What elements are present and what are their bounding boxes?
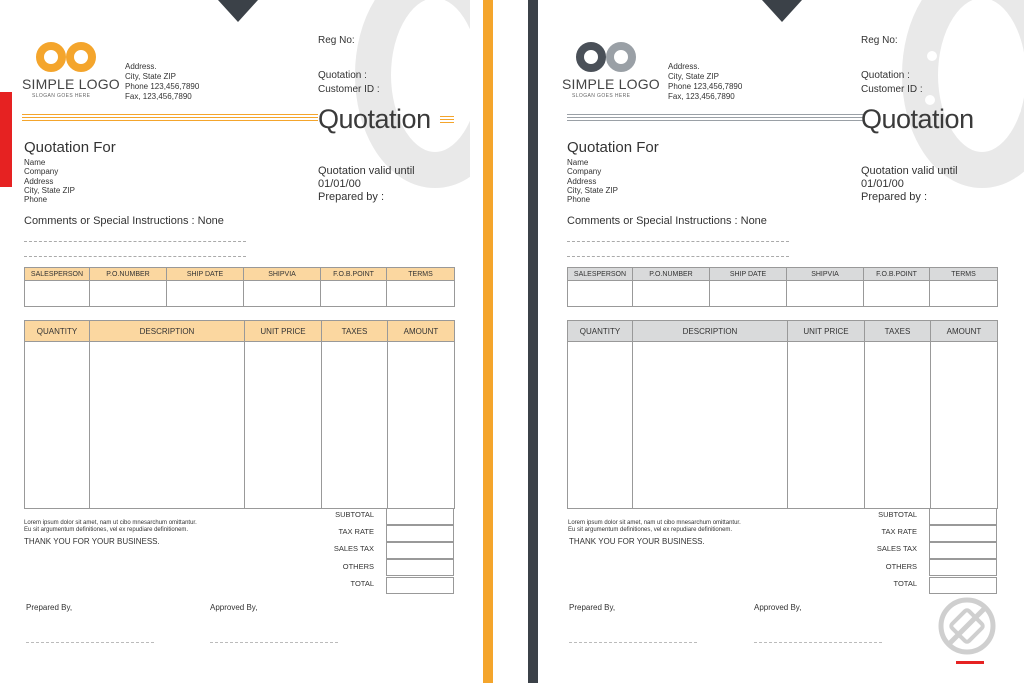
col-header: UNIT PRICE — [245, 321, 322, 342]
table-cell[interactable] — [321, 281, 387, 307]
col-header: TAXES — [322, 321, 388, 342]
prepared-by-label: Prepared by : — [861, 191, 928, 203]
prepared-by-signature-line[interactable] — [26, 642, 154, 643]
address-line: Fax, 123,456,7890 — [668, 92, 735, 101]
company-address — [125, 62, 199, 102]
lorem-line: Lorem ipsum dolor sit amet, nam ut cibo mnesarchum omittantur. — [568, 520, 741, 526]
document-title: Quotation — [318, 104, 431, 134]
col-header: P.O.NUMBER — [90, 268, 167, 281]
col-header: DESCRIPTION — [633, 321, 788, 342]
infinity-logo-icon — [34, 40, 98, 74]
title-rule — [440, 116, 454, 126]
address-line: Fax, 123,456,7890 — [125, 92, 192, 101]
col-header: P.O.NUMBER — [633, 268, 710, 281]
subtotal-field[interactable] — [929, 508, 997, 525]
header-rule — [22, 114, 318, 124]
lorem-text — [24, 520, 197, 534]
col-header: F.O.B.POINT — [864, 268, 930, 281]
shipping-info-table — [24, 267, 455, 307]
items-table — [567, 320, 998, 509]
quotation-sheet-orange — [0, 0, 470, 683]
total-label: TOTAL — [350, 579, 374, 588]
no-entry-icon[interactable] — [938, 597, 996, 655]
comment-line[interactable] — [24, 256, 246, 257]
table-cell[interactable] — [90, 342, 245, 509]
orange-edge-bar — [483, 0, 493, 683]
valid-until-label: Quotation valid until — [861, 165, 958, 177]
total-field[interactable] — [386, 577, 454, 594]
validity-block — [318, 165, 415, 204]
valid-until-date: 01/01/00 — [861, 178, 904, 190]
subtotal-field[interactable] — [386, 508, 454, 525]
tax-rate-field[interactable] — [929, 525, 997, 542]
customer-field[interactable]: City, State ZIP — [24, 185, 75, 195]
others-label: OTHERS — [342, 562, 374, 571]
address-line: Address. — [668, 62, 700, 71]
thank-you-text: THANK YOU FOR YOUR BUSINESS. — [24, 537, 160, 546]
customer-field[interactable]: Name — [567, 158, 589, 167]
table-cell[interactable] — [633, 281, 710, 307]
col-header: AMOUNT — [931, 321, 998, 342]
total-field[interactable] — [929, 577, 997, 594]
sales-tax-field[interactable] — [929, 542, 997, 559]
quotation-sheet-gray — [540, 0, 1024, 683]
table-cell[interactable] — [931, 342, 998, 509]
lorem-line: Eu sit argumentum definitiones, vel ex repudiare definitionem. — [24, 527, 189, 533]
red-underline-mark — [956, 661, 984, 664]
logo-title: SIMPLE LOGO — [22, 76, 120, 92]
gray-edge-bar — [528, 0, 538, 683]
col-header: SHIPVIA — [244, 268, 321, 281]
logo-slogan: SLOGAN GOES HERE — [572, 93, 631, 99]
col-header: TAXES — [865, 321, 931, 342]
col-header: SALESPERSON — [25, 268, 90, 281]
company-address — [668, 62, 742, 102]
lorem-line: Lorem ipsum dolor sit amet, nam ut cibo mnesarchum omittantur. — [24, 520, 197, 526]
address-line: Address. — [125, 62, 157, 71]
reg-no-label: Reg No: — [318, 35, 355, 46]
customer-field[interactable]: Address — [567, 176, 597, 186]
logo-title: SIMPLE LOGO — [562, 76, 660, 92]
quotation-for-heading: Quotation For — [24, 139, 116, 156]
table-cell[interactable] — [568, 281, 633, 307]
quotation-number-label: Quotation : — [318, 70, 367, 81]
col-header: SALESPERSON — [568, 268, 633, 281]
table-cell[interactable] — [244, 281, 321, 307]
customer-field[interactable]: City, State ZIP — [567, 185, 618, 195]
prepared-by-signature-label: Prepared By, — [26, 603, 73, 612]
prepared-by-signature-label: Prepared By, — [569, 603, 616, 612]
table-cell[interactable] — [633, 342, 788, 509]
customer-fields — [567, 158, 618, 204]
customer-field[interactable]: Company — [24, 167, 59, 177]
header-rule — [567, 114, 863, 124]
quotation-for-heading: Quotation For — [567, 139, 659, 156]
valid-until-label: Quotation valid until — [318, 165, 415, 177]
table-cell[interactable] — [388, 342, 455, 509]
col-header: TERMS — [930, 268, 998, 281]
table-cell[interactable] — [322, 342, 388, 509]
comment-line[interactable] — [567, 256, 789, 257]
customer-field[interactable]: Company — [567, 167, 602, 177]
total-label: TOTAL — [893, 579, 917, 588]
customer-field[interactable]: Phone — [24, 195, 48, 205]
table-cell[interactable] — [788, 342, 865, 509]
comment-line[interactable] — [567, 241, 789, 242]
table-cell[interactable] — [90, 281, 167, 307]
subtotal-label: SUBTOTAL — [335, 510, 374, 519]
address-line: Phone 123,456,7890 — [125, 82, 200, 91]
sales-tax-label: SALES TAX — [876, 544, 917, 553]
approved-by-signature-label: Approved By, — [754, 603, 802, 612]
prepared-by-signature-line[interactable] — [569, 642, 697, 643]
sales-tax-field[interactable] — [386, 542, 454, 559]
col-header: SHIPVIA — [787, 268, 864, 281]
validity-block — [861, 165, 958, 204]
tax-rate-field[interactable] — [386, 525, 454, 542]
others-field[interactable] — [929, 559, 997, 576]
comments-label: Comments or Special Instructions : None — [567, 215, 767, 227]
col-header: F.O.B.POINT — [321, 268, 387, 281]
col-header: UNIT PRICE — [788, 321, 865, 342]
customer-field[interactable]: Phone — [567, 195, 591, 205]
col-header: SHIP DATE — [167, 268, 244, 281]
table-cell[interactable] — [787, 281, 864, 307]
table-cell[interactable] — [245, 342, 322, 509]
table-cell[interactable] — [865, 342, 931, 509]
document-title: Quotation — [861, 104, 974, 134]
address-line: City, State ZIP — [668, 72, 719, 81]
customer-field[interactable]: Address — [24, 176, 54, 186]
top-notch-icon — [218, 0, 258, 22]
col-header: SHIP DATE — [710, 268, 787, 281]
table-cell[interactable] — [864, 281, 930, 307]
reg-no-label: Reg No: — [861, 35, 898, 46]
table-cell[interactable] — [387, 281, 455, 307]
red-side-tab — [0, 92, 12, 187]
shipping-info-table — [567, 267, 998, 307]
customer-id-label: Customer ID : — [861, 84, 923, 95]
comments-label: Comments or Special Instructions : None — [24, 215, 224, 227]
table-cell[interactable] — [25, 342, 90, 509]
infinity-logo-icon — [574, 40, 638, 74]
valid-until-date: 01/01/00 — [318, 178, 361, 190]
tax-rate-label: TAX RATE — [881, 527, 917, 536]
table-cell[interactable] — [25, 281, 90, 307]
lorem-text — [568, 520, 741, 534]
col-header: QUANTITY — [25, 321, 90, 342]
logo-slogan: SLOGAN GOES HERE — [32, 93, 91, 99]
prepared-by-label: Prepared by : — [318, 191, 385, 203]
table-cell[interactable] — [167, 281, 244, 307]
comment-line[interactable] — [24, 241, 246, 242]
table-cell[interactable] — [710, 281, 787, 307]
big-q-watermark-icon — [345, 0, 470, 190]
tax-rate-label: TAX RATE — [338, 527, 374, 536]
big-q-watermark-icon — [892, 0, 1024, 190]
subtotal-label: SUBTOTAL — [878, 510, 917, 519]
top-notch-icon — [762, 0, 802, 22]
col-header: AMOUNT — [388, 321, 455, 342]
others-field[interactable] — [386, 559, 454, 576]
address-line: Phone 123,456,7890 — [668, 82, 743, 91]
customer-fields — [24, 158, 75, 204]
company-logo — [22, 40, 120, 102]
customer-field[interactable]: Name — [24, 158, 46, 167]
col-header: QUANTITY — [568, 321, 633, 342]
others-label: OTHERS — [885, 562, 917, 571]
approved-by-signature-line[interactable] — [210, 642, 338, 643]
col-header: DESCRIPTION — [90, 321, 245, 342]
customer-id-label: Customer ID : — [318, 84, 380, 95]
table-cell[interactable] — [568, 342, 633, 509]
thank-you-text: THANK YOU FOR YOUR BUSINESS. — [569, 537, 705, 546]
quotation-number-label: Quotation : — [861, 70, 910, 81]
col-header: TERMS — [387, 268, 455, 281]
approved-by-signature-line[interactable] — [754, 642, 882, 643]
lorem-line: Eu sit argumentum definitiones, vel ex repudiare definitionem. — [568, 527, 733, 533]
table-cell[interactable] — [930, 281, 998, 307]
approved-by-signature-label: Approved By, — [210, 603, 258, 612]
company-logo — [562, 40, 660, 102]
address-line: City, State ZIP — [125, 72, 176, 81]
sales-tax-label: SALES TAX — [333, 544, 374, 553]
items-table — [24, 320, 455, 509]
